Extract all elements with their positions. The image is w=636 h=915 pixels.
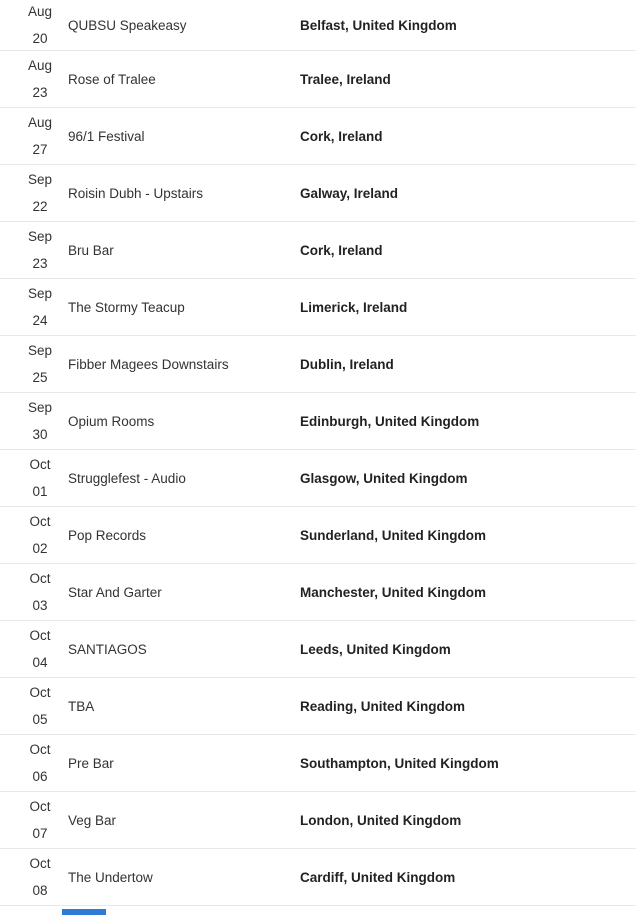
event-date-month: Oct — [29, 685, 51, 700]
event-date-month: Sep — [27, 229, 53, 244]
event-date — [20, 52, 60, 106]
event-date — [20, 109, 60, 163]
event-date-day: 24 — [32, 313, 48, 328]
event-date — [20, 394, 60, 448]
event-date — [20, 736, 60, 790]
event-location: London, United Kingdom — [300, 812, 462, 828]
event-date-day: 25 — [32, 370, 48, 385]
event-date-month: Sep — [27, 286, 53, 301]
event-date-month: Oct — [29, 799, 51, 814]
event-date-day: 20 — [32, 31, 48, 46]
event-location: Cardiff, United Kingdom — [300, 869, 456, 885]
event-row[interactable] — [0, 393, 636, 450]
event-row[interactable] — [0, 849, 636, 906]
event-date — [20, 565, 60, 619]
event-date — [20, 0, 60, 52]
event-date-day: 23 — [32, 85, 48, 100]
event-row[interactable] — [0, 792, 636, 849]
event-row[interactable] — [0, 165, 636, 222]
event-date-day: 08 — [32, 883, 48, 898]
event-date — [20, 793, 60, 847]
event-location: Belfast, United Kingdom — [300, 17, 457, 33]
event-location: Manchester, United Kingdom — [300, 584, 487, 600]
event-venue-name: Rose of Tralee — [68, 71, 156, 87]
event-location: Cork, Ireland — [300, 242, 383, 258]
event-venue-name: Fibber Magees Downstairs — [68, 356, 229, 372]
event-date — [20, 223, 60, 277]
event-date-day: 06 — [32, 769, 48, 784]
event-date-day: 02 — [32, 541, 48, 556]
event-date-day: 30 — [32, 427, 48, 442]
event-location: Glasgow, United Kingdom — [300, 470, 468, 486]
event-venue-name: TBA — [68, 698, 95, 714]
event-date-day: 03 — [32, 598, 48, 613]
event-date-month: Sep — [27, 343, 53, 358]
event-date-day: 07 — [32, 826, 48, 841]
event-date-day: 04 — [32, 655, 48, 670]
event-row[interactable] — [0, 279, 636, 336]
event-row[interactable] — [0, 336, 636, 393]
event-date-month: Aug — [27, 115, 53, 130]
event-location: Reading, United Kingdom — [300, 698, 465, 714]
event-date-month: Oct — [29, 856, 51, 871]
event-venue-name: Veg Bar — [68, 812, 117, 828]
event-date-day: 05 — [32, 712, 48, 727]
event-date-month: Sep — [27, 172, 53, 187]
event-location: Tralee, Ireland — [300, 71, 391, 87]
event-row[interactable] — [0, 222, 636, 279]
event-date-day: 22 — [32, 199, 48, 214]
event-date — [20, 850, 60, 904]
event-venue-name: The Stormy Teacup — [68, 299, 185, 315]
event-date-month: Oct — [29, 628, 51, 643]
event-row[interactable] — [0, 51, 636, 108]
event-date-month: Oct — [29, 457, 51, 472]
event-row[interactable] — [0, 507, 636, 564]
event-date-month: Sep — [27, 400, 53, 415]
event-venue-name: Pop Records — [68, 527, 147, 543]
event-venue-name: Star And Garter — [68, 584, 162, 600]
event-date — [20, 622, 60, 676]
event-location: Southampton, United Kingdom — [300, 755, 499, 771]
event-date — [20, 679, 60, 733]
event-venue-name: Roisin Dubh - Upstairs — [68, 185, 204, 201]
event-date — [20, 166, 60, 220]
event-date-month: Oct — [29, 571, 51, 586]
event-row[interactable] — [0, 621, 636, 678]
event-venue-name: SANTIAGOS — [68, 641, 147, 657]
event-date-month: Oct — [29, 514, 51, 529]
event-date-day: 01 — [32, 484, 48, 499]
event-venue-name: 96/1 Festival — [68, 128, 145, 144]
event-location: Limerick, Ireland — [300, 299, 408, 315]
cutoff-blue-bar — [62, 909, 106, 915]
event-date — [20, 337, 60, 391]
event-venue-name: Strugglefest - Audio — [68, 470, 186, 486]
event-location: Dublin, Ireland — [300, 356, 394, 372]
event-venue-name: Bru Bar — [68, 242, 114, 258]
event-date — [20, 280, 60, 334]
event-location: Sunderland, United Kingdom — [300, 527, 486, 543]
event-row[interactable] — [0, 450, 636, 507]
event-date-month: Oct — [29, 742, 51, 757]
event-date-month: Aug — [27, 58, 53, 73]
event-location: Galway, Ireland — [300, 185, 399, 201]
event-location: Edinburgh, United Kingdom — [300, 413, 480, 429]
event-venue-name: Pre Bar — [68, 755, 114, 771]
event-venue-name: Opium Rooms — [68, 413, 155, 429]
event-row[interactable] — [0, 735, 636, 792]
event-venue-name: The Undertow — [68, 869, 153, 885]
event-location: Leeds, United Kingdom — [300, 641, 451, 657]
event-row[interactable] — [0, 678, 636, 735]
event-date-month: Aug — [27, 4, 53, 19]
event-date-day: 27 — [32, 142, 48, 157]
event-date — [20, 451, 60, 505]
event-date — [20, 508, 60, 562]
event-location: Cork, Ireland — [300, 128, 383, 144]
event-venue-name: QUBSU Speakeasy — [68, 17, 187, 33]
event-date-day: 23 — [32, 256, 48, 271]
event-row[interactable] — [0, 0, 636, 51]
event-row[interactable] — [0, 108, 636, 165]
event-row[interactable] — [0, 564, 636, 621]
